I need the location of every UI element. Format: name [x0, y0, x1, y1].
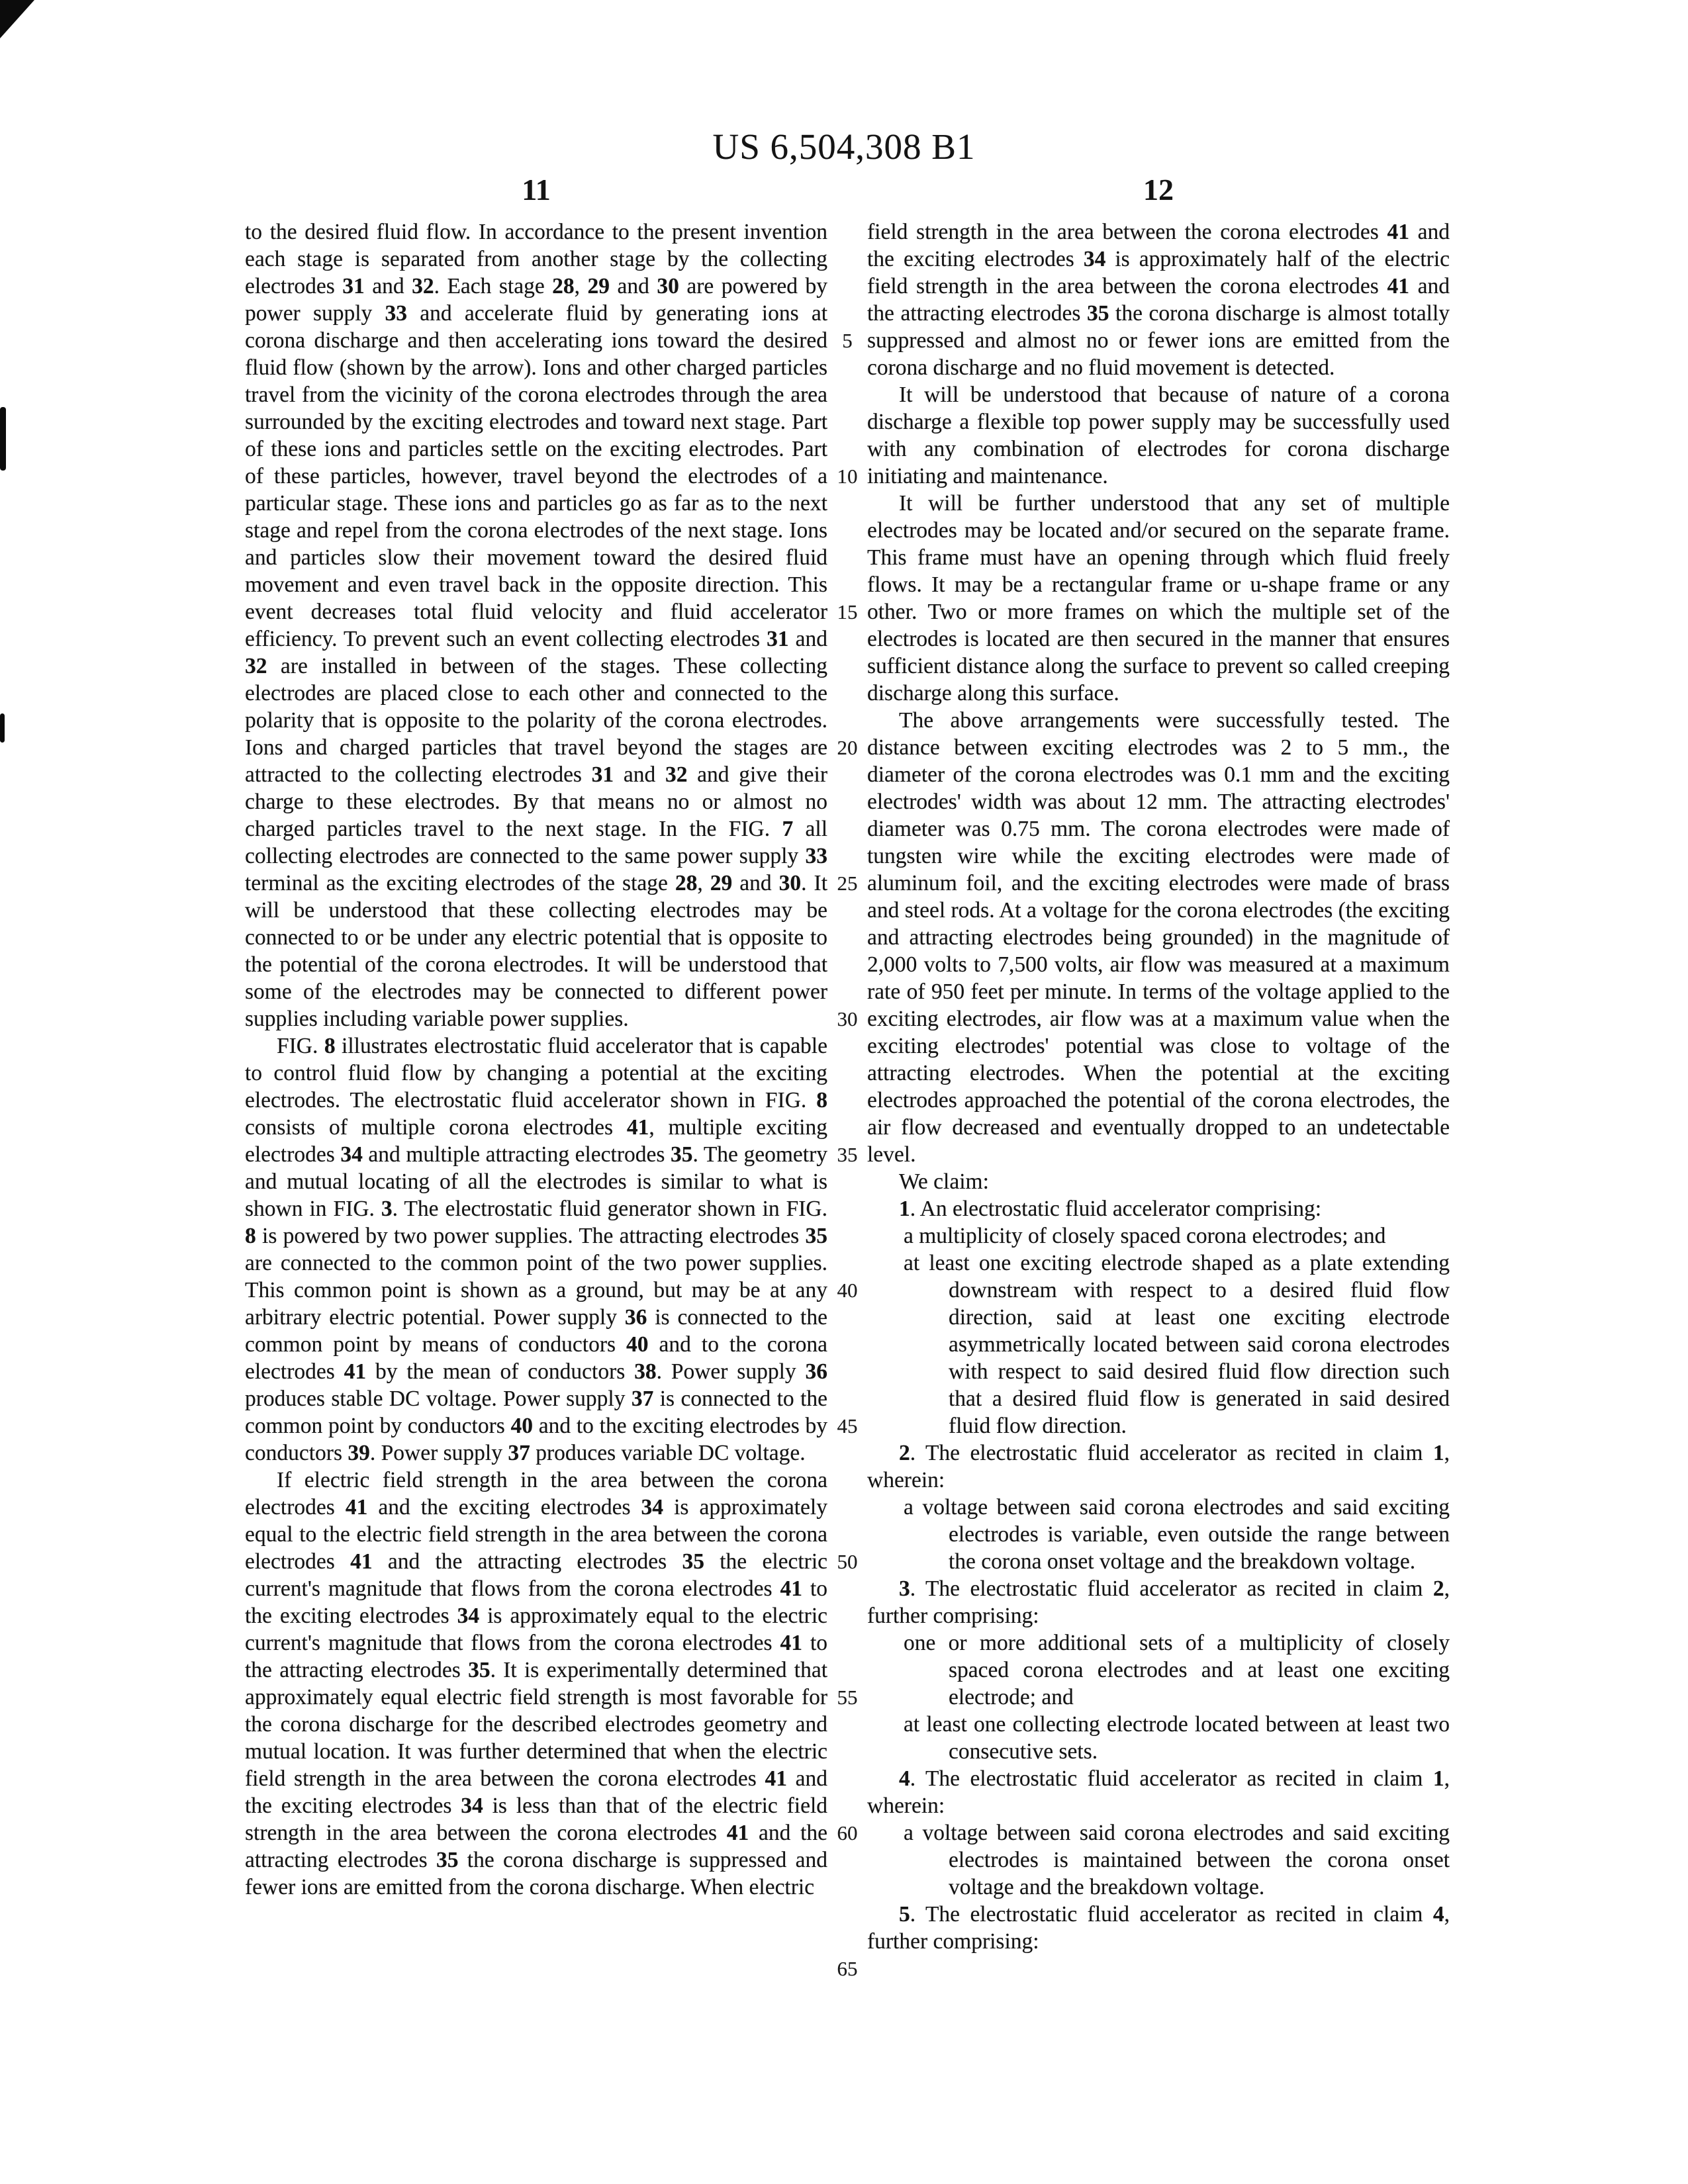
column-11-text: [245, 218, 827, 1955]
paragraph: a multiplicity of closely spaced corona electrodes; and: [904, 1224, 1386, 1248]
line-number: 50: [837, 1550, 858, 1573]
column-number-right: 12: [1143, 173, 1174, 206]
line-number: 5: [842, 329, 853, 352]
paragraph: a voltage between said corona electrodes and said exciting electrodes is maintained between the corona onset voltage and the breakdown voltage.: [904, 1821, 1450, 1899]
paragraph: 3. The electrostatic fluid accelerator as recited in claim 2, further comprising:: [867, 1576, 1450, 1628]
line-number: 55: [837, 1686, 858, 1709]
paragraph: We claim:: [899, 1169, 989, 1194]
column-12-text: [867, 218, 1450, 1955]
line-number: 20: [837, 736, 858, 759]
line-number: 25: [837, 872, 858, 895]
paragraph: to the desired fluid flow. In accordance to the present invention each stage is separated from another stage by the collecting electrodes 31 and 32. Each stage 28, 29 and 30 are powered by power supply 33 and accelerate fluid by generating ions at corona discharge and then accelerating ions toward the desired fluid flow (shown by the arrow). Ions and other charged particles travel from the vicinity of the corona electrodes through the area surrounded by the exciting electrodes and toward next stage. Part of these ions and particles settle on the exciting electrodes. Part of these particles, however, travel beyond the electrodes of a particular stage. These ions and particles go as far as to the next stage and repel from the corona electrodes of the next stage. Ions and particles slow their movement toward the desired fluid movement and even travel back in the opposite direction. This event decreases total fluid velocity and fluid accelerator efficiency. To prevent such an event collecting electrodes 31 and 32 are installed in between of the stages. These collecting electrodes are placed close to each other and connected to the polarity that is opposite to the polarity of the corona electrodes. Ions and charged particles that travel beyond the stages are attracted to the collecting electrodes 31 and 32 and give their charge to these electrodes. By that means no or almost no charged particles travel to the next stage. In the FIG. 7 all collecting electrodes are connected to the same power supply 33 terminal as the exciting electrodes of the stage 28, 29 and 30. It will be understood that these collecting electrodes may be connected to or be under any electric potential that is opposite to the potential of the corona electrodes. It will be understood that some of the electrodes may be connected to different power supplies including variable power supplies.: [245, 220, 828, 1031]
line-number: 10: [837, 465, 858, 488]
scan-artifact-corner: [0, 0, 34, 38]
text-columns: [245, 218, 1450, 1980]
line-number: 40: [837, 1279, 858, 1302]
line-number: 60: [837, 1821, 858, 1844]
paragraph: at least one exciting electrode shaped as a plate extending downstream with respect to a desired fluid flow direction, said at least one exciting electrode asymmetrically located between said corona electrodes with respect to said desired fluid flow direction such that a desired fluid flow is generated in said desired fluid flow direction.: [904, 1251, 1450, 1438]
scan-artifact-edge: [0, 713, 5, 743]
patent-number-header: US 6,504,308 B1: [712, 126, 976, 167]
column-number-left: 11: [522, 173, 551, 206]
line-number: 15: [837, 600, 858, 623]
paragraph: field strength in the area between the corona electrodes 41 and the exciting electrodes 34 is approximately half of the electric field strength in the area between the corona electrodes 41 and the attracting electrodes 35 the corona discharge is almost totally suppressed and almost no or fewer ions are emitted from the corona discharge and no fluid movement is detected.: [867, 220, 1450, 380]
paragraph: It will be understood that because of nature of a corona discharge a flexible top power supply may be successfully used with any combination of electrodes for corona discharge initiating and maintenance.: [867, 383, 1450, 488]
paragraph: If electric field strength in the area between the corona electrodes 41 and the exciting electrodes 34 is approximately equal to the electric field strength in the area between the corona electrodes 41 and the attracting electrodes 35 the electric current's magnitude that flows from the corona electrodes 41 to the exciting electrodes 34 is approximately equal to the electric current's magnitude that flows from the corona electrodes 41 to the attracting electrodes 35. It is experimentally determined that approximately equal electric field strength is most favorable for the corona discharge for the described electrodes geometry and mutual location. It was further determined that when the electric field strength in the area between the corona electrodes 41 and the exciting electrodes 34 is less than that of the electric field strength in the area between the corona electrodes 41 and the attracting electrodes 35 the corona discharge is suppressed and fewer ions are emitted from the corona discharge. When electric: [245, 1468, 828, 1899]
paragraph: 4. The electrostatic fluid accelerator as recited in claim 1, wherein:: [867, 1766, 1450, 1818]
scan-artifact-edge: [0, 407, 6, 471]
line-number: 65: [837, 1957, 858, 1980]
paragraph: FIG. 8 illustrates electrostatic fluid accelerator that is capable to control fluid flow by changing a potential at the exciting electrodes. The electrostatic fluid accelerator shown in FIG. 8 consists of multiple corona electrodes 41, multiple exciting electrodes 34 and multiple attracting electrodes 35. The geometry and mutual locating of all the electrodes is similar to what is shown in FIG. 3. The electrostatic fluid generator shown in FIG. 8 is powered by two power supplies. The attracting electrodes 35 are connected to the common point of the two power supplies. This common point is shown as a ground, but may be at any arbitrary electric potential. Power supply 36 is connected to the common point by means of conductors 40 and to the corona electrodes 41 by the mean of conductors 38. Power supply 36 produces stable DC voltage. Power supply 37 is connected to the common point by conductors 40 and to the exciting electrodes by conductors 39. Power supply 37 produces variable DC voltage.: [245, 1034, 827, 1465]
paragraph: It will be further understood that any set of multiple electrodes may be located and/or secured on the separate frame. This frame must have an opening through which fluid freely flows. It may be a rectangular frame or u-shape frame or any other. Two or more frames on which the multiple set of the electrodes is located are then secured in the manner that ensures sufficient distance along the surface to prevent so called creeping discharge along this surface.: [867, 491, 1450, 705]
paragraph: one or more additional sets of a multiplicity of closely spaced corona electrodes and at least one exciting electrode; and: [904, 1631, 1450, 1709]
paragraph: 1. An electrostatic fluid accelerator comprising:: [899, 1197, 1322, 1221]
paragraph: 5. The electrostatic fluid accelerator as recited in claim 4, further comprising:: [867, 1902, 1450, 1954]
paragraph: The above arrangements were successfully tested. The distance between exciting electrodes was 2 to 5 mm., the diameter of the corona electrodes was 0.1 mm and the exciting electrodes' width was about 12 mm. The attracting electrodes' diameter was 0.75 mm. The corona electrodes were made of tungsten wire while the exciting electrodes were made of aluminum foil, and the exciting electrodes were made of brass and steel rods. At a voltage for the corona electrodes (the exciting and attracting electrodes being grounded) in the magnitude of 2,000 volts to 7,500 volts, air flow was measured at a maximum rate of 950 feet per minute. In terms of the voltage applied to the exciting electrodes, air flow was at a maximum value when the exciting electrodes' potential was close to voltage of the attracting electrodes. When the potential at the exciting electrodes approached the potential of the corona electrodes, the air flow decreased and eventually dropped to an undetectable level.: [867, 708, 1450, 1167]
line-number: 45: [837, 1414, 858, 1437]
paragraph: a voltage between said corona electrodes and said exciting electrodes is variable, even outside the range between the corona onset voltage and the breakdown voltage.: [904, 1495, 1450, 1574]
paragraph: at least one collecting electrode located between at least two consecutive sets.: [904, 1712, 1450, 1764]
paragraph: 2. The electrostatic fluid accelerator as recited in claim 1, wherein:: [867, 1441, 1450, 1492]
line-number: 35: [837, 1143, 858, 1166]
line-number: 30: [837, 1007, 858, 1030]
line-number-gutter: [827, 218, 867, 1980]
